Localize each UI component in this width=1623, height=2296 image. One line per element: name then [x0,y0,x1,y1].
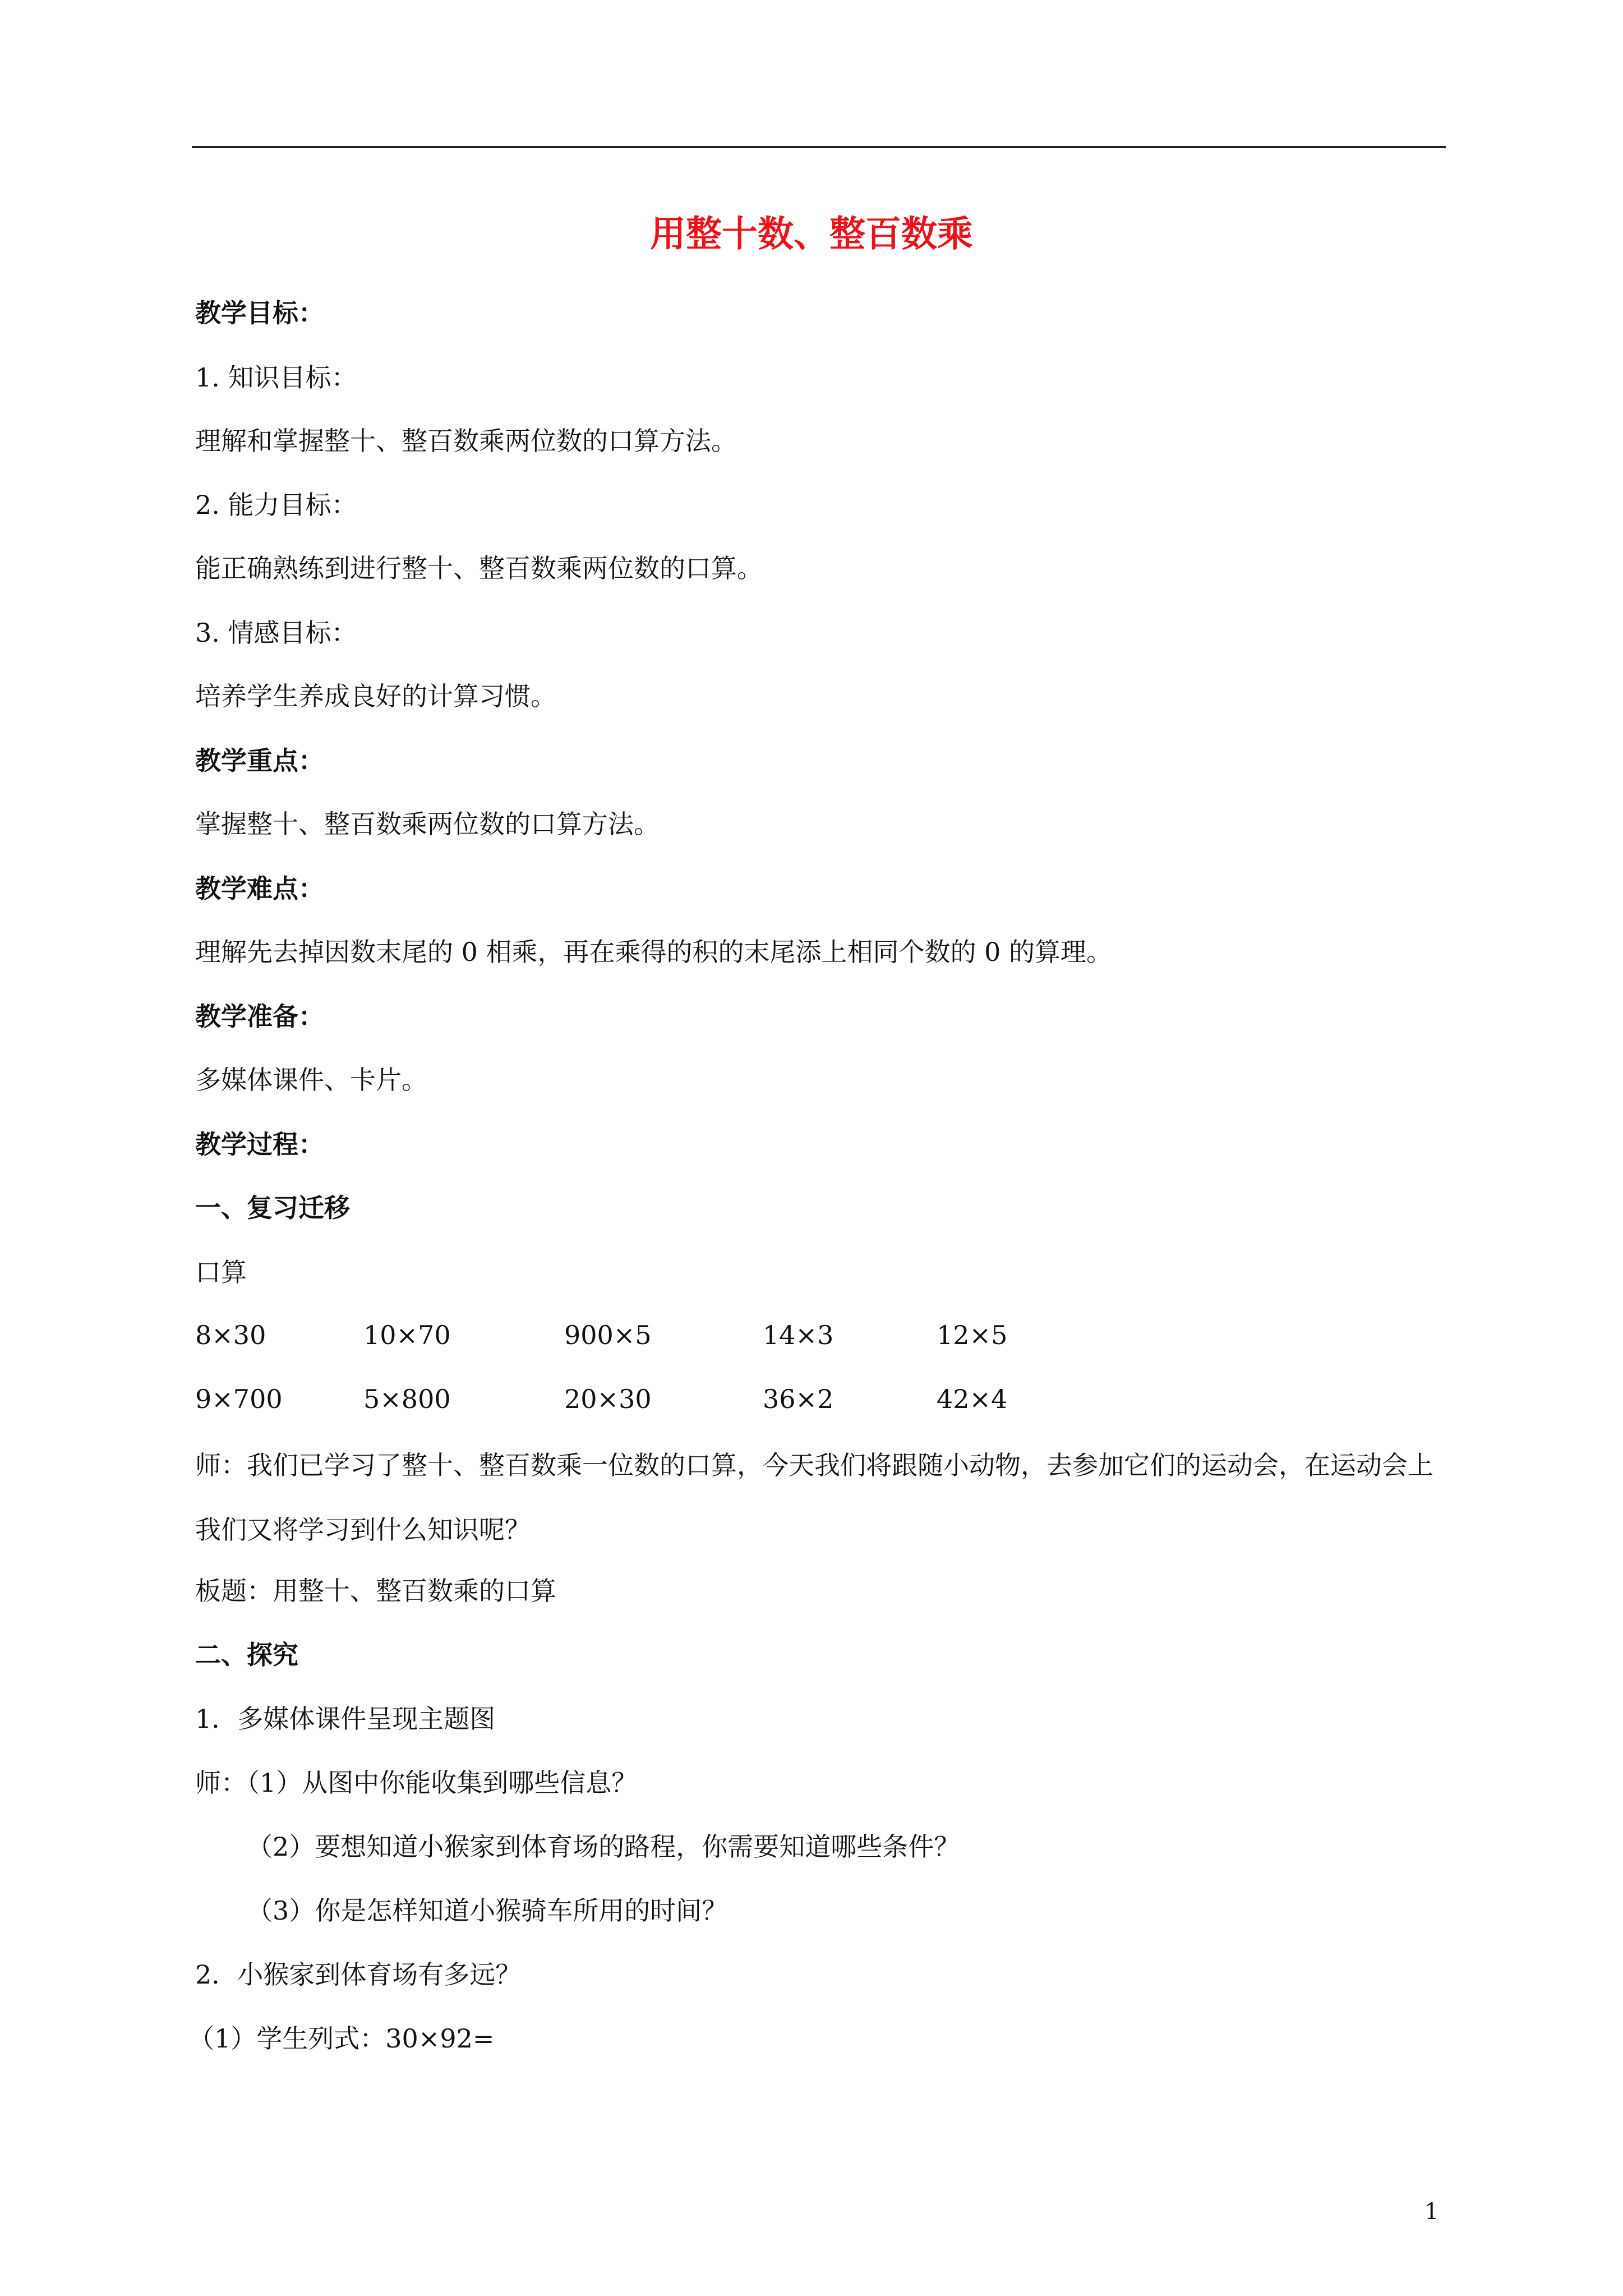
key-points-heading: 教学重点： [195,746,324,776]
calc-item: 42×4 [937,1384,1008,1414]
question-1: 师：（1）从图中你能收集到哪些信息？ [195,1768,638,1798]
calc-item: 14×3 [763,1320,834,1350]
step-1: 1．多媒体课件呈现主题图 [195,1704,496,1734]
section-2-heading: 二、探究 [195,1640,298,1670]
question-2: （2）要想知道小猴家到体育场的路程，你需要知道哪些条件？ [247,1832,960,1862]
question-3: （3）你是怎样知道小猴骑车所用的时间？ [247,1895,728,1926]
oral-calc-label: 口算 [195,1257,247,1287]
calc-item: 36×2 [763,1384,834,1414]
calc-item: 900×5 [564,1320,652,1350]
objective-3-text: 培养学生养成良好的计算习惯。 [195,681,556,711]
calc-item: 8×30 [195,1320,266,1350]
key-points-text: 掌握整十、整百数乘两位数的口算方法。 [195,809,660,839]
teacher-paragraph: 师：我们已学习了整十、整百数乘一位数的口算，今天我们将跟随小动物，去参加它们的运动会，在运动会上我们又将学习到什么知识呢？ [195,1450,1433,1545]
document-title: 用整十数、整百数乘 [650,213,973,255]
page-number: 1 [1424,2199,1439,2225]
calc-item: 5×800 [363,1384,451,1414]
objective-2-label: 2. 能力目标： [195,490,357,520]
student-formula: （1）学生列式：30×92= [188,2023,495,2054]
header-rule [192,146,1446,148]
objective-3-label: 3. 情感目标： [195,618,357,648]
preparation-heading: 教学准备： [195,1001,324,1032]
difficulty-text: 理解先去掉因数末尾的 0 相乘，再在乘得的积的末尾添上相同个数的 0 的算理。 [195,937,1113,967]
section-1-heading: 一、复习迁移 [195,1193,350,1223]
board-title: 板题：用整十、整百数乘的口算 [195,1576,556,1606]
objective-2-text: 能正确熟练到进行整十、整百数乘两位数的口算。 [195,553,763,583]
calc-item: 20×30 [564,1384,652,1414]
process-heading: 教学过程： [195,1129,324,1159]
difficulty-heading: 教学难点： [195,873,324,904]
calc-item: 10×70 [363,1320,451,1350]
preparation-text: 多媒体课件、卡片。 [195,1065,427,1095]
step-2: 2．小猴家到体育场有多远？ [195,1959,522,1990]
objectives-heading: 教学目标： [195,298,324,328]
objective-1-label: 1. 知识目标： [195,362,357,393]
calc-item: 12×5 [937,1320,1008,1350]
calc-item: 9×700 [195,1384,283,1414]
objective-1-text: 理解和掌握整十、整百数乘两位数的口算方法。 [195,426,737,456]
